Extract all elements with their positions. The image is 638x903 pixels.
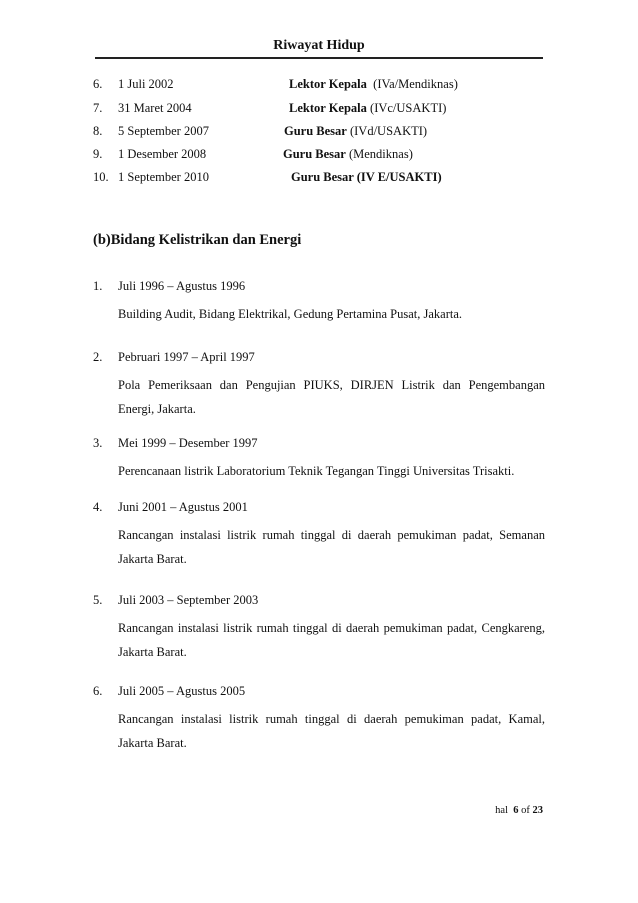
experience-description: Perencanaan listrik Laboratorium Teknik Tegangan Tinggi Universitas Trisakti. (118, 464, 515, 478)
experience-item (93, 497, 545, 571)
experience-period: Pebruari 1997 – April 1997 (118, 350, 255, 364)
rank-title-bold: Guru Besar (283, 147, 346, 161)
page-total: 23 (532, 805, 543, 816)
experience-item (93, 681, 545, 755)
rank-title-bold: Guru Besar (IV E/USAKTI) (291, 170, 442, 184)
rank-date: 1 September 2010 (118, 170, 209, 184)
experience-item (93, 590, 545, 664)
page-title: Riwayat Hidup (273, 38, 365, 53)
experience-period: Mei 1999 – Desember 1997 (118, 436, 258, 450)
page-indicator (495, 805, 543, 816)
experience-description: Rancangan instalasi listrik rumah tinggal di daerah pemukiman padat, Semanan Jakarta Barat. (118, 528, 545, 566)
rank-number: 10. (93, 170, 109, 184)
experience-item (93, 276, 545, 326)
rank-date: 1 Juli 2002 (118, 77, 174, 91)
rank-title (289, 75, 458, 93)
experience-number: 3. (93, 436, 103, 450)
rank-date: 1 Desember 2008 (118, 147, 207, 161)
experience-period: Juni 2001 – Agustus 2001 (118, 500, 248, 514)
experience-number: 1. (93, 279, 103, 293)
experience-item (93, 433, 545, 483)
rank-date: 5 September 2007 (118, 124, 209, 138)
rank-title (291, 168, 442, 186)
rank-detail: (IVc/USAKTI) (370, 101, 447, 115)
experience-number: 5. (93, 593, 103, 607)
rank-detail: (Mendiknas) (348, 147, 413, 161)
experience-description: Building Audit, Bidang Elektrikal, Gedung Pertamina Pusat, Jakarta. (118, 307, 463, 321)
rank-number: 9. (93, 147, 103, 161)
experience-number: 6. (93, 684, 103, 698)
header-divider (95, 57, 543, 59)
rank-title (283, 145, 413, 163)
rank-date: 31 Maret 2004 (118, 101, 192, 115)
experience-description: Rancangan instalasi listrik rumah tinggal di daerah pemukiman padat, Kamal, Jakarta Barat. (118, 712, 545, 750)
experience-period: Juli 2005 – Agustus 2005 (118, 684, 246, 698)
rank-title (284, 122, 427, 140)
rank-title-bold: Guru Besar (284, 124, 347, 138)
experience-description: Rancangan instalasi listrik rumah tinggal di daerah pemukiman padat, Cengkareng, Jakarta Barat. (118, 621, 545, 659)
rank-title (289, 99, 446, 117)
experience-number: 2. (93, 350, 103, 364)
experience-period: Juli 2003 – September 2003 (118, 593, 259, 607)
page-prefix: hal (495, 805, 508, 816)
section-heading: (b)Bidang Kelistrikan dan Energi (93, 232, 302, 248)
rank-detail: (IVd/USAKTI) (349, 124, 428, 138)
rank-detail: (IVa/Mendiknas) (373, 77, 458, 91)
page-current: 6 (513, 805, 519, 816)
rank-number: 6. (93, 77, 103, 91)
experience-description: Pola Pemeriksaan dan Pengujian PIUKS, DIRJEN Listrik dan Pengembangan Energi, Jakarta. (118, 378, 545, 416)
experience-number: 4. (93, 500, 103, 514)
rank-title-bold: Lektor Kepala (289, 101, 367, 115)
experience-period: Juli 1996 – Agustus 1996 (118, 279, 246, 293)
rank-number: 7. (93, 101, 103, 115)
page-of: of (521, 805, 530, 816)
rank-title-bold: Lektor Kepala (289, 77, 367, 91)
rank-number: 8. (93, 124, 103, 138)
experience-item (93, 347, 545, 421)
